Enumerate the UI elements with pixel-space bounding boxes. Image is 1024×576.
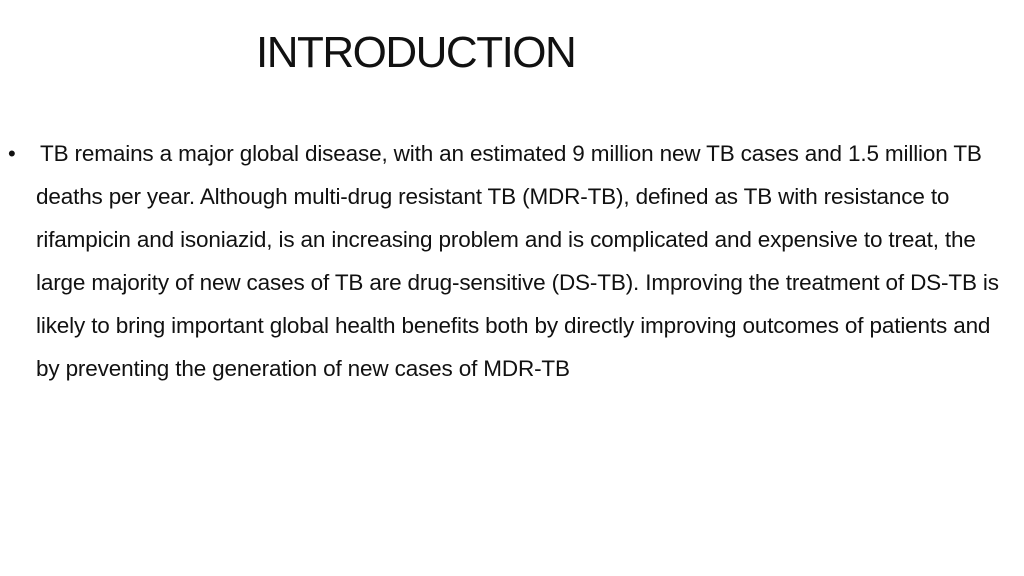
slide-title: INTRODUCTION <box>256 28 576 77</box>
bullet-dot-icon: • <box>8 141 16 166</box>
bullet-text: TB remains a major global disease, with an estimated 9 million new TB cases and 1.5 million TB deaths per year. Although multi-drug resistant TB (MDR-TB), defined as TB with resistance to rifampicin and isoniazid, is an increasing problem and is complicated and expensive to treat, the large majority of new cases of TB are drug-sensitive (DS-TB). Improving the treatment of DS-TB is likely to bring important global health benefits both by directly improving outcomes of patients and by preventing the generation of new cases of MDR-TB <box>36 141 999 381</box>
bullet-item <box>8 132 1018 390</box>
bullet-list <box>8 132 1018 390</box>
